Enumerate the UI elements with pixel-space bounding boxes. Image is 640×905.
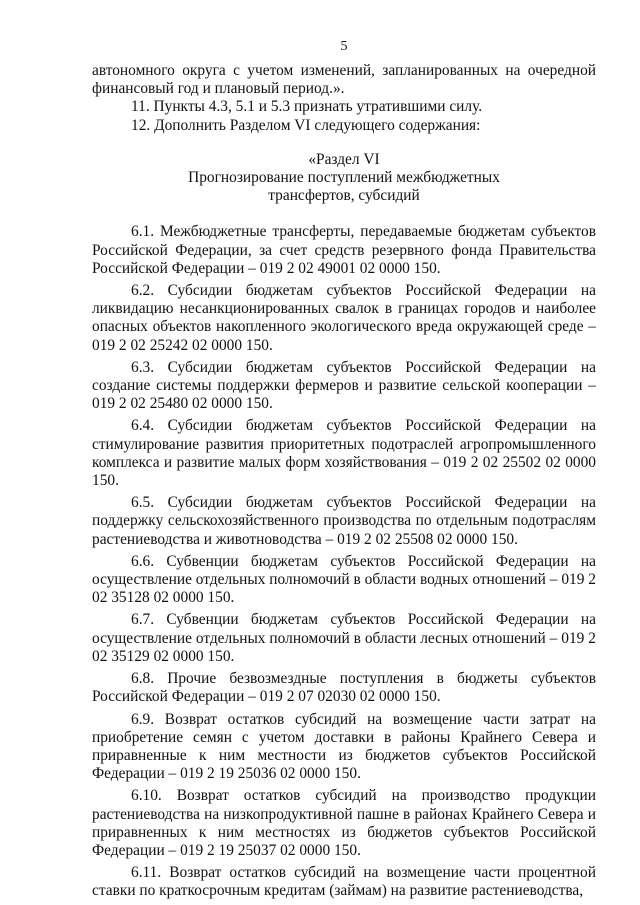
section-subtitle-line-1: Прогнозирование поступлений межбюджетных: [188, 169, 500, 187]
intro-point-12: 12. Дополнить Разделом VI следующего содержания:: [131, 116, 481, 134]
intro-point-11: 11. Пункты 4.3, 5.1 и 5.3 признать утратившими силу.: [131, 98, 483, 116]
item-6-4: 6.4. Субсидии бюджетам субъектов Российской Федерации на стимулирование развития приоритетных подотраслей агропромышленного комплекса и развитие малых форм хозяйствования – 019 2 02 25502 02 0000 150.: [92, 417, 596, 490]
item-6-1: 6.1. Межбюджетные трансферты, передаваемые бюджетам субъектов Российской Федерации, за счет средств резервного фонда Правительства Российской Федерации – 019 2 02 49001 02 0000 150.: [92, 223, 596, 277]
item-6-3: 6.3. Субсидии бюджетам субъектов Российской Федерации на создание системы поддержки фермеров и развитие сельской кооперации – 019 2 02 25480 02 0000 150.: [92, 358, 596, 413]
item-6-11: 6.11. Возврат остатков субсидий на возмещение части процентной ставки по краткосрочным кредитам (займам) на развитие растениеводства,: [92, 864, 596, 900]
item-6-10: 6.10. Возврат остатков субсидий на производство продукции растениеводства на низкопродуктивной пашне в районах Крайнего Севера и приравненных к ним местностях из бюджетов субъектов Российской Федерации – 019 2 19 25037 02 0000 150.: [92, 787, 596, 859]
item-6-9: 6.9. Возврат остатков субсидий на возмещение части затрат на приобретение семян с учетом доставки в районы Крайнего Севера и приравненные к ним местности из бюджетов субъектов Российской Федерации – 019 2 19 25036 02 0000 150.: [92, 710, 596, 783]
item-6-6: 6.6. Субвенции бюджетам субъектов Российской Федерации на осуществление отдельных полномочий в области водных отношений – 019 2 02 35128 02 0000 150.: [92, 552, 596, 607]
item-6-7: 6.7. Субвенции бюджетам субъектов Российской Федерации на осуществление отдельных полномочий в области лесных отношений – 019 2 02 35129 02 0000 150.: [92, 611, 596, 665]
page-number: 5: [340, 39, 348, 54]
section-subtitle-line-2: трансфертов, субсидий: [268, 187, 420, 205]
section-heading: [92, 151, 596, 206]
intro-continuation: автономного округа с учетом изменений, запланированных на очередной финансовый год и плановый период.».: [92, 62, 596, 98]
item-6-2: 6.2. Субсидии бюджетам субъектов Российской Федерации на ликвидацию несанкционированных свалок в границах городов и наиболее опасных объектов накопленного экологического вреда окружающей среде – 019 2 02 25242 02 0000 150.: [92, 282, 596, 354]
item-6-8: 6.8. Прочие безвозмездные поступления в бюджеты субъектов Российской Федерации – 019 2 07 02030 02 0000 150.: [92, 670, 596, 706]
section-title: «Раздел VI: [308, 150, 380, 168]
item-6-5: 6.5. Субсидии бюджетам субъектов Российской Федерации на поддержку сельскохозяйственного производства по отдельным подотраслям растениеводства и животноводства – 019 2 02 25508 02 0000 150.: [92, 494, 596, 548]
